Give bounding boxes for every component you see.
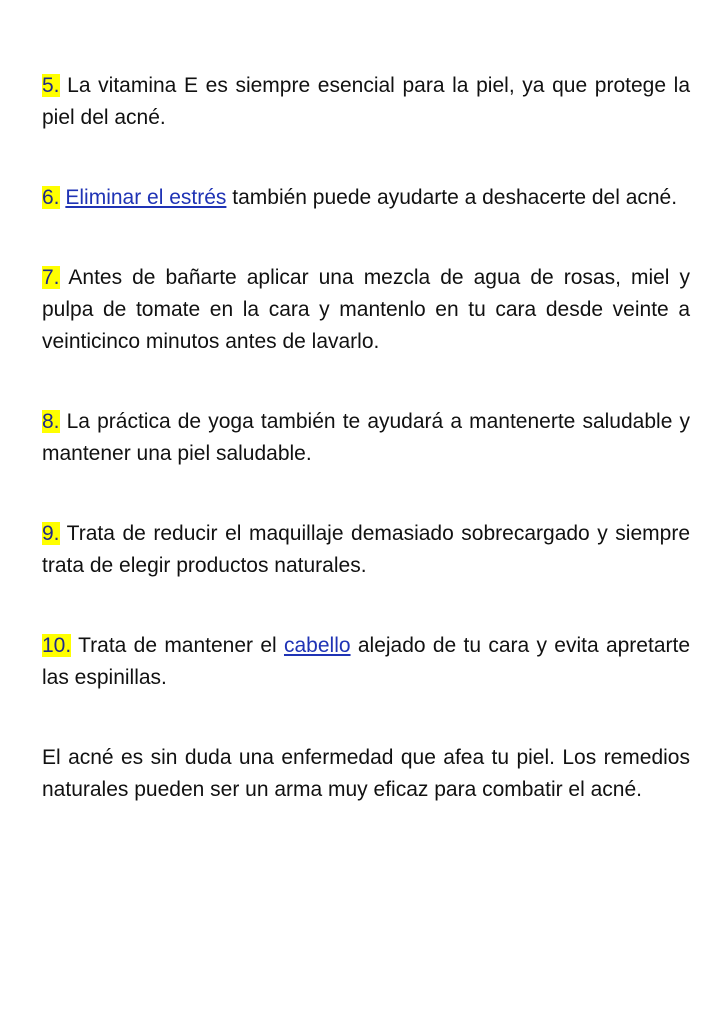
tip-number-9: 9. [42,522,60,545]
cabello-link[interactable]: cabello [283,634,351,657]
tip-number-10: 10. [42,634,72,657]
tip-9 [42,518,690,582]
tip-text-6: también puede ayudarte a deshacerte del acné. [226,186,678,209]
tip-number-8: 8. [42,410,60,433]
tip-8 [42,406,690,470]
tip-5 [42,70,690,134]
tip-text-5: La vitamina E es siempre esencial para la piel, ya que protege la piel del acné. [42,74,690,129]
eliminar-estres-link[interactable]: Eliminar el estrés [65,186,227,209]
tip-text-7: Antes de bañarte aplicar una mezcla de agua de rosas, miel y pulpa de tomate en la cara y mantenlo en tu cara desde veinte a veinticinco minutos antes de lavarlo. [42,266,690,353]
tip-7 [42,262,690,358]
tip-text-8: La práctica de yoga también te ayudará a mantenerte saludable y mantener una piel saludable. [42,410,690,465]
tip-text-10-after: alejado de tu cara y evita apretarte las espinillas. [42,634,691,689]
tip-number-6: 6. [42,186,60,209]
conclusion-paragraph: El acné es sin duda una enfermedad que afea tu piel. Los remedios naturales pueden ser un arma muy eficaz para combatir el acné. [42,746,690,801]
tip-number-7: 7. [42,266,60,289]
tip-text-10-before: Trata de mantener el [71,634,284,657]
tip-6 [42,182,690,214]
tip-number-5: 5. [42,74,60,97]
tip-10 [42,630,690,694]
document-page [42,70,690,806]
tip-text-9: Trata de reducir el maquillaje demasiado sobrecargado y siempre trata de elegir productos naturales. [42,522,690,577]
